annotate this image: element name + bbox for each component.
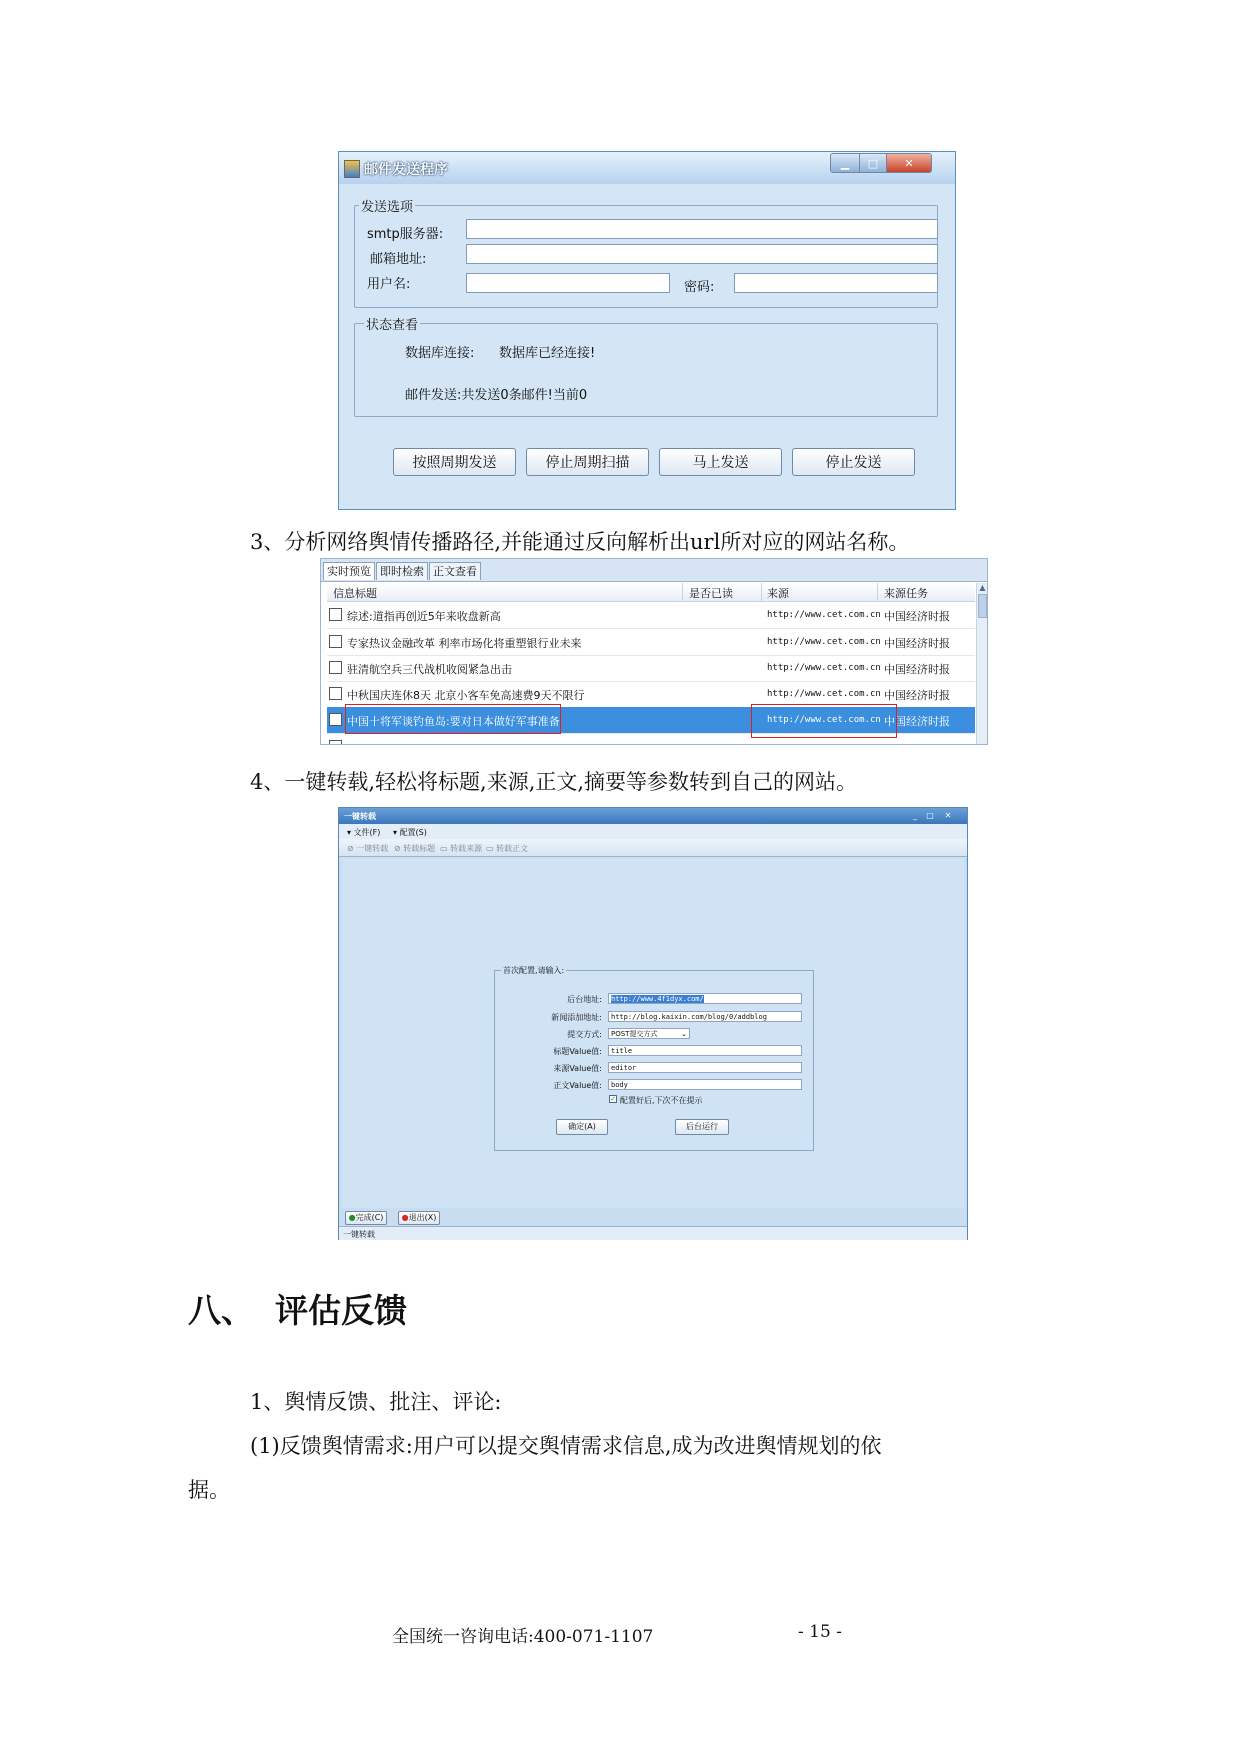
status-legend: 状态查看 <box>364 314 420 333</box>
mail-sender-window <box>338 151 956 510</box>
ok-button[interactable]: 确定(A) <box>556 1119 608 1135</box>
list-item[interactable] <box>327 602 975 629</box>
background-run-button[interactable]: 后台运行 <box>675 1119 729 1135</box>
maximize-icon[interactable]: □ <box>860 154 887 172</box>
stop-scan-button[interactable]: 停止周期扫描 <box>526 448 649 476</box>
exit-button[interactable]: ●退出(X) <box>398 1211 440 1225</box>
paragraph-demand-line1: (1)反馈舆情需求:用户可以提交舆情需求信息,成为改进舆情规划的依 <box>250 1434 882 1458</box>
paragraph-3: 3、分析网络舆情传播路径,并能通过反向解析出url所对应的网站名称。 <box>250 530 910 554</box>
tab-body-view[interactable]: 正文查看 <box>429 562 481 580</box>
submit-method-label: 提交方式: <box>567 1030 602 1039</box>
backend-url-input[interactable]: http://www.4f1dyx.com/ <box>608 993 802 1004</box>
row-title: 中秋国庆连休8天 北京小客车免高速费9天不限行 <box>347 689 585 702</box>
row-source: http://www.cet.com.cn <box>767 715 881 725</box>
body-value-label: 正文Value值: <box>553 1081 602 1090</box>
row-task: 中国经济时报 <box>884 715 950 728</box>
checkbox-icon[interactable]: ✓ <box>610 1095 616 1103</box>
app-icon <box>344 160 360 178</box>
body-value-input[interactable]: body <box>608 1079 802 1090</box>
row-source: http://www.cet.com.cn <box>767 689 881 699</box>
maximize-icon[interactable]: □ <box>926 811 934 820</box>
page-number: - 15 - <box>798 1622 842 1642</box>
highlight-title-box <box>345 704 561 734</box>
paragraph-4: 4、一键转载,轻松将标题,来源,正文,摘要等参数转到自己的网站。 <box>250 770 858 794</box>
row-source: http://www.cet.com.cn <box>767 637 881 647</box>
config-group-legend: 首次配置,请输入: <box>503 966 565 975</box>
row-checkbox[interactable] <box>329 740 342 745</box>
row-title: 专家热议金融改革 利率市场化将重塑银行业未来 <box>347 637 582 650</box>
window-title: 邮件发送程序 <box>364 162 448 178</box>
footer-hotline: 全国统一咨询电话:400-071-1107 <box>392 1627 654 1647</box>
list-item[interactable] <box>327 629 975 656</box>
row-title: 驻清航空兵三代战机收阅紧急出击 <box>347 663 512 676</box>
tab-strip <box>321 559 987 582</box>
row-task: 中国经济时报 <box>884 610 950 623</box>
row-task: 中国经济时报 <box>884 663 950 676</box>
repost-window <box>338 807 968 1240</box>
menu-bar <box>339 824 967 839</box>
window-controls <box>830 153 932 173</box>
title-bar <box>339 152 955 184</box>
row-title: 中国十将军谈钓鱼岛:要对日本做好军事准备 <box>347 715 560 728</box>
col-source[interactable]: 来源 <box>767 587 789 600</box>
scroll-thumb[interactable] <box>978 594 987 618</box>
toolbar <box>339 839 967 857</box>
send-now-button[interactable]: 马上发送 <box>659 448 782 476</box>
news-list-panel <box>320 558 988 745</box>
row-checkbox[interactable] <box>329 687 342 700</box>
stop-send-button[interactable]: 停止发送 <box>792 448 915 476</box>
submit-method-select[interactable]: POST提交方式 ⌄ <box>608 1028 690 1039</box>
tool-repost-title[interactable]: ⊘ 转载标题 <box>394 844 436 853</box>
news-add-url-label: 新闻添加地址: <box>551 1013 602 1022</box>
row-task: 中国经济时报 <box>884 689 950 702</box>
row-source: http://www.cet.com.cn <box>767 610 881 620</box>
close-icon[interactable]: ✕ <box>887 154 931 172</box>
col-read[interactable]: 是否已读 <box>689 587 733 600</box>
finish-button[interactable]: ●完成(C) <box>345 1211 387 1225</box>
tool-repost[interactable]: ⊘ 一键转载 <box>347 844 389 853</box>
source-value-input[interactable]: editor <box>608 1062 802 1073</box>
smtp-server-input[interactable] <box>466 219 938 239</box>
row-checkbox[interactable] <box>329 661 342 674</box>
db-connection-label: 数据库连接: <box>405 346 475 361</box>
col-task[interactable]: 来源任务 <box>884 587 928 600</box>
close-icon[interactable]: ✕ <box>944 811 952 820</box>
vertical-scrollbar[interactable] <box>976 583 988 745</box>
title-value-label: 标题Value值: <box>553 1047 602 1056</box>
email-label: 邮箱地址: <box>370 252 427 267</box>
smtp-label: smtp服务器: <box>367 227 444 242</box>
tab-instant-search[interactable]: 即时检索 <box>376 562 428 580</box>
minimize-icon[interactable]: _ <box>913 811 917 820</box>
row-title: 综述:道指再创近5年来收盘新高 <box>347 610 501 623</box>
username-label: 用户名: <box>367 277 411 292</box>
source-value-label: 来源Value值: <box>553 1064 602 1073</box>
section-title: 评估反馈 <box>275 1291 407 1330</box>
list-header <box>327 583 975 602</box>
password-input[interactable] <box>734 273 938 293</box>
status-text: 一键转载 <box>343 1230 375 1239</box>
highlight-source-box <box>751 704 897 738</box>
backend-url-label: 后台地址: <box>567 995 602 1004</box>
paragraph-demand-line2: 据。 <box>188 1478 230 1502</box>
row-task: 中国经济时报 <box>884 637 950 650</box>
status-bar <box>339 1226 967 1240</box>
chevron-down-icon: ⌄ <box>681 1030 687 1038</box>
list-item[interactable] <box>327 655 975 682</box>
minimize-icon[interactable]: ▁ <box>831 154 860 172</box>
send-options-legend: 发送选项 <box>359 196 415 215</box>
mail-send-status: 邮件发送:共发送0条邮件!当前0 <box>405 388 588 403</box>
email-address-input[interactable] <box>466 244 938 264</box>
scroll-up-icon[interactable]: ▲ <box>979 583 986 592</box>
section-number: 八、 <box>188 1291 254 1330</box>
title-bar <box>339 808 967 824</box>
row-checkbox[interactable] <box>329 635 342 648</box>
news-add-url-input[interactable]: http://blog.kaixin.com/blog/0/addblog <box>608 1011 802 1022</box>
no-prompt-checkbox-label: 配置好后,下次不在提示 <box>620 1096 703 1105</box>
row-checkbox[interactable] <box>329 713 342 726</box>
password-label: 密码: <box>684 280 715 295</box>
row-source: http://www.cet.com.cn <box>767 663 881 673</box>
tab-realtime-preview[interactable]: 实时预览 <box>323 562 375 580</box>
tool-repost-source[interactable]: ▭ 转载来源 <box>440 844 483 853</box>
window-title: 一键转载 <box>344 812 376 821</box>
title-value-input[interactable]: title <box>608 1045 802 1056</box>
db-connection-value: 数据库已经连接! <box>499 346 596 361</box>
menu-config[interactable]: ▾ 配置(S) <box>393 828 427 837</box>
col-title[interactable]: 信息标题 <box>333 587 377 600</box>
username-input[interactable] <box>466 273 670 293</box>
row-checkbox[interactable] <box>329 608 342 621</box>
periodic-send-button[interactable]: 按照周期发送 <box>393 448 516 476</box>
check-icon: ● <box>348 1213 356 1222</box>
paragraph-feedback: 1、舆情反馈、批注、评论: <box>250 1390 502 1414</box>
tool-repost-body[interactable]: ▭ 转载正文 <box>486 844 529 853</box>
stop-icon: ● <box>401 1213 409 1222</box>
menu-file[interactable]: ▾ 文件(F) <box>347 828 381 837</box>
